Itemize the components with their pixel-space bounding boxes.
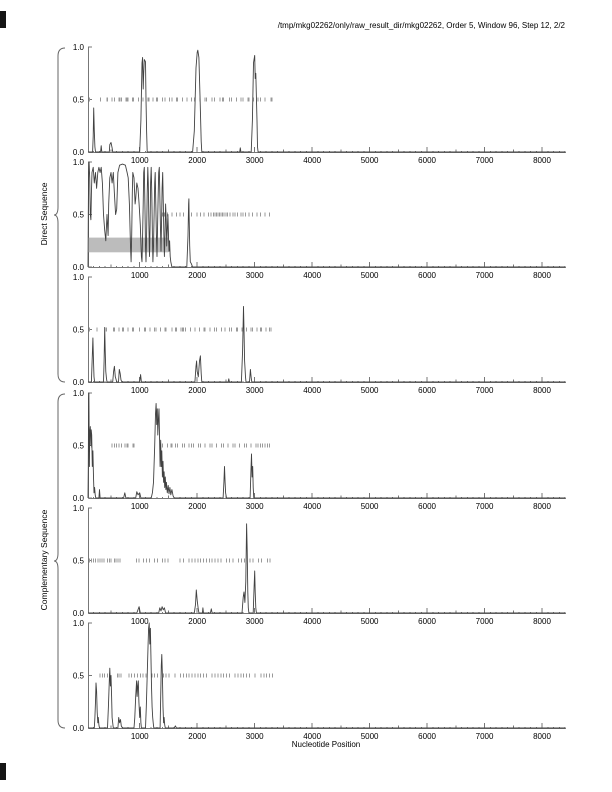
probability-curve [88,50,565,152]
x-tick-label: 1000 [130,271,149,280]
probability-curve [88,393,565,498]
x-tick-label: 4000 [303,732,322,741]
y-tick-label: 0.0 [72,378,84,387]
panel-complementary-frame-3 [62,619,566,742]
y-tick-label: 1.0 [72,158,84,167]
plot-title: /tmp/mkg02262/only/raw_result_dir/mkg02262, Order 5, Window 96, Step 12, 2/2 [277,21,565,30]
y-tick-label: 1.0 [72,43,84,52]
x-tick-label: 5000 [360,502,379,511]
x-tick-label: 5000 [360,732,379,741]
panel-direct-frame-3 [62,273,566,396]
x-tick-label: 1000 [130,617,149,626]
y-tick-label: 0.5 [72,441,84,451]
x-tick-label: 7000 [475,156,494,165]
x-tick-label: 7000 [475,617,494,626]
x-tick-label: 6000 [418,617,436,626]
x-tick-label: 6000 [418,271,436,280]
y-tick-label: 0.0 [72,263,84,272]
axes [89,508,567,614]
x-tick-label: 3000 [245,617,264,626]
panel-direct-frame-1 [62,43,566,166]
direct-sequence-label: Direct Sequence [39,182,49,246]
x-tick-label: 2000 [188,271,207,280]
y-tick-label: 1.0 [72,389,84,398]
x-tick-label: 2000 [188,156,207,165]
codon-marks [100,673,272,677]
y-tick-labels [73,43,85,157]
x-tick-label: 1000 [130,732,149,741]
panel-direct-frame-2 [62,158,566,281]
x-tick-label: 8000 [533,732,551,741]
probability-curve [88,306,565,382]
x-tick-label: 3000 [245,271,264,280]
x-tick-label: 5000 [360,271,379,280]
x-tick-label: 8000 [533,386,551,395]
x-tick-label: 8000 [533,617,551,626]
y-tick-label: 1.0 [72,273,84,282]
x-tick-label: 6000 [418,386,436,395]
x-tick-label: 2000 [188,502,207,511]
complementary-sequence-label: Complementary Sequence [39,509,49,611]
x-axis-label: Nucleotide Position [291,740,361,749]
page-corner-mark-bottom [0,763,6,780]
x-tick-label: 3000 [245,386,264,395]
x-tick-label: 1000 [130,156,149,165]
x-tick-label: 6000 [418,732,436,741]
y-tick-labels [73,158,85,272]
y-tick-label: 0.0 [72,609,84,618]
y-tick-label: 0.0 [72,724,84,733]
panel-complementary-frame-1 [62,389,566,512]
y-tick-label: 0.5 [72,210,84,220]
y-tick-labels [73,273,85,387]
y-tick-labels [73,504,85,618]
probability-curve [88,623,565,728]
x-tick-label: 5000 [360,617,379,626]
page-corner-mark-top [0,11,6,28]
y-tick-labels [73,619,85,733]
x-tick-label: 4000 [303,271,322,280]
y-tick-label: 0.5 [72,671,84,681]
panel-complementary-frame-2 [62,504,566,627]
x-tick-label: 5000 [360,156,379,165]
x-tick-label: 7000 [475,271,494,280]
y-tick-label: 1.0 [72,504,84,513]
axes [89,47,567,153]
x-tick-label: 2000 [188,386,207,395]
codon-marks [91,443,269,447]
x-tick-label: 8000 [533,271,551,280]
x-tick-label: 8000 [533,156,551,165]
y-tick-label: 0.5 [72,325,84,335]
x-tick-label: 3000 [245,502,264,511]
y-tick-label: 0.5 [72,95,84,105]
x-tick-label: 4000 [303,617,322,626]
x-tick-label: 7000 [475,732,494,741]
x-tick-label: 2000 [188,617,207,626]
y-tick-labels [73,389,85,503]
x-tick-label: 8000 [533,502,551,511]
x-tick-label: 4000 [303,156,322,165]
x-tick-label: 1000 [130,502,149,511]
y-tick-label: 1.0 [72,619,84,628]
x-tick-label: 7000 [475,502,494,511]
x-tick-label: 5000 [360,386,379,395]
probability-curve [88,524,565,613]
codon-marks [90,97,272,101]
x-tick-label: 4000 [303,502,322,511]
x-tick-label: 3000 [245,732,264,741]
y-tick-label: 0.0 [72,494,84,503]
codon-marks [163,212,270,216]
x-tick-label: 6000 [418,156,436,165]
x-tick-label: 7000 [475,386,494,395]
x-tick-label: 2000 [188,732,207,741]
y-tick-label: 0.0 [72,148,84,157]
x-tick-label: 6000 [418,502,436,511]
codon-marks [90,558,270,562]
x-tick-label: 3000 [245,156,264,165]
x-tick-label: 4000 [303,386,322,395]
y-tick-label: 0.5 [72,556,84,566]
x-tick-label: 1000 [130,386,149,395]
